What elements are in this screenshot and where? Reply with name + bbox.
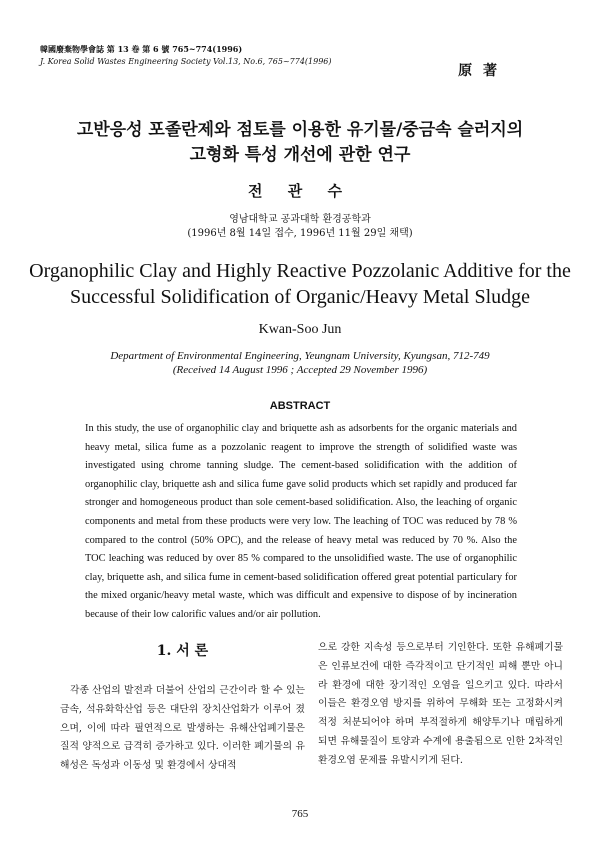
section-heading-introduction: 1. 서 론 bbox=[156, 643, 209, 659]
abstract-heading: ABSTRACT bbox=[269, 400, 331, 412]
korean-dates: (1996년 8월 14일 접수, 1996년 11월 29일 채택) bbox=[187, 228, 413, 239]
abstract-body: In this study, the use of organophilic clay and briquette ash as adsorbents for the organic materials and heavy metal, silica fume as a pozzolanic reagent to improve the strength of solidified waste was investigated using chrome tanning sludge. The cement-based solidification with the addition of organophilic clay, briquette ash and silica fume gave solid products which set rapidly and produced far stronger and homogeneous product than sole cement-based solidification. Also, the leaching of organic components and metal from these products were very low. The leaching of TOC was reduced by 78 % compared to the control (50% OPC), and the release of heavy metal was reduced by 70 %. Also the TOC leaching was reduced by over 85 % compared to the unsolidified waste. The use of organophilic clay, briquette ash, and silica fume in cement-based solidification offered great potential particulary for the mixed organic/heavy metal waste, which was difficult and expensive to dispose of by incineration because of their low calorific values and/or air pollution. bbox=[85, 423, 517, 620]
journal-header-korean: 韓國廢棄物學會誌 第 13 卷 第 6 號 765~774(1996) bbox=[40, 44, 243, 54]
korean-affiliation: 영남대학교 공과대학 환경공학과 bbox=[229, 214, 371, 225]
korean-title-line1: 고반응성 포졸란제와 점토를 이용한 유기물/중금속 슬러지의 bbox=[76, 120, 524, 140]
journal-header-english: J. Korea Solid Wastes Engineering Society Vol.13, No.6, 765~774(1996) bbox=[40, 57, 332, 66]
english-title-line1: Organophilic Clay and Highly Reactive Pozzolanic Additive for the bbox=[29, 260, 571, 282]
intro-right-column: 으로 강한 지속성 등으로부터 기인한다. 또한 유해폐기물은 인류보건에 대한 즉각적이고 단기적인 피해 뿐만 아니라 환경에 대한 장기적인 오염을 일으키고 있다. 따라서 이들은 환경오염 방지를 위하여 무해화 또는 고정화시켜 적정 처분되어야 하며 부적절하게 해양투기나 매립하게 되면 유해물질이 토양과 수계에 용출됨으로 인한 2차적인 환경오염 문제를 유발시키게 된다. bbox=[318, 642, 563, 766]
english-affiliation: Department of Environmental Engineering, Yeungnam University, Kyungsan, 712-749 bbox=[110, 350, 490, 362]
english-title-line2: Successful Solidification of Organic/Heavy Metal Sludge bbox=[69, 286, 531, 308]
korean-author: 전 관 수 bbox=[248, 182, 352, 200]
page-number: 765 bbox=[291, 808, 309, 820]
intro-left-column: 각종 산업의 발전과 더불어 산업의 근간이라 할 수 있는 금속, 석유화학산업 등은 대단위 장치산업화가 이루어 졌으며, 이에 따라 필연적으로 발생하는 유해산업폐기물은 질적 양적으로 급격히 증가하고 있다. 이러한 폐기물의 유해성은 독성과 이동성 및 환경에서 상대적 bbox=[60, 685, 305, 772]
korean-title-line2: 고형화 특성 개선에 관한 연구 bbox=[189, 145, 411, 165]
english-dates: (Received 14 August 1996 ; Accepted 29 November 1996) bbox=[172, 364, 428, 376]
article-type-badge: 原 著 bbox=[458, 63, 500, 79]
english-author: Kwan-Soo Jun bbox=[258, 322, 342, 337]
